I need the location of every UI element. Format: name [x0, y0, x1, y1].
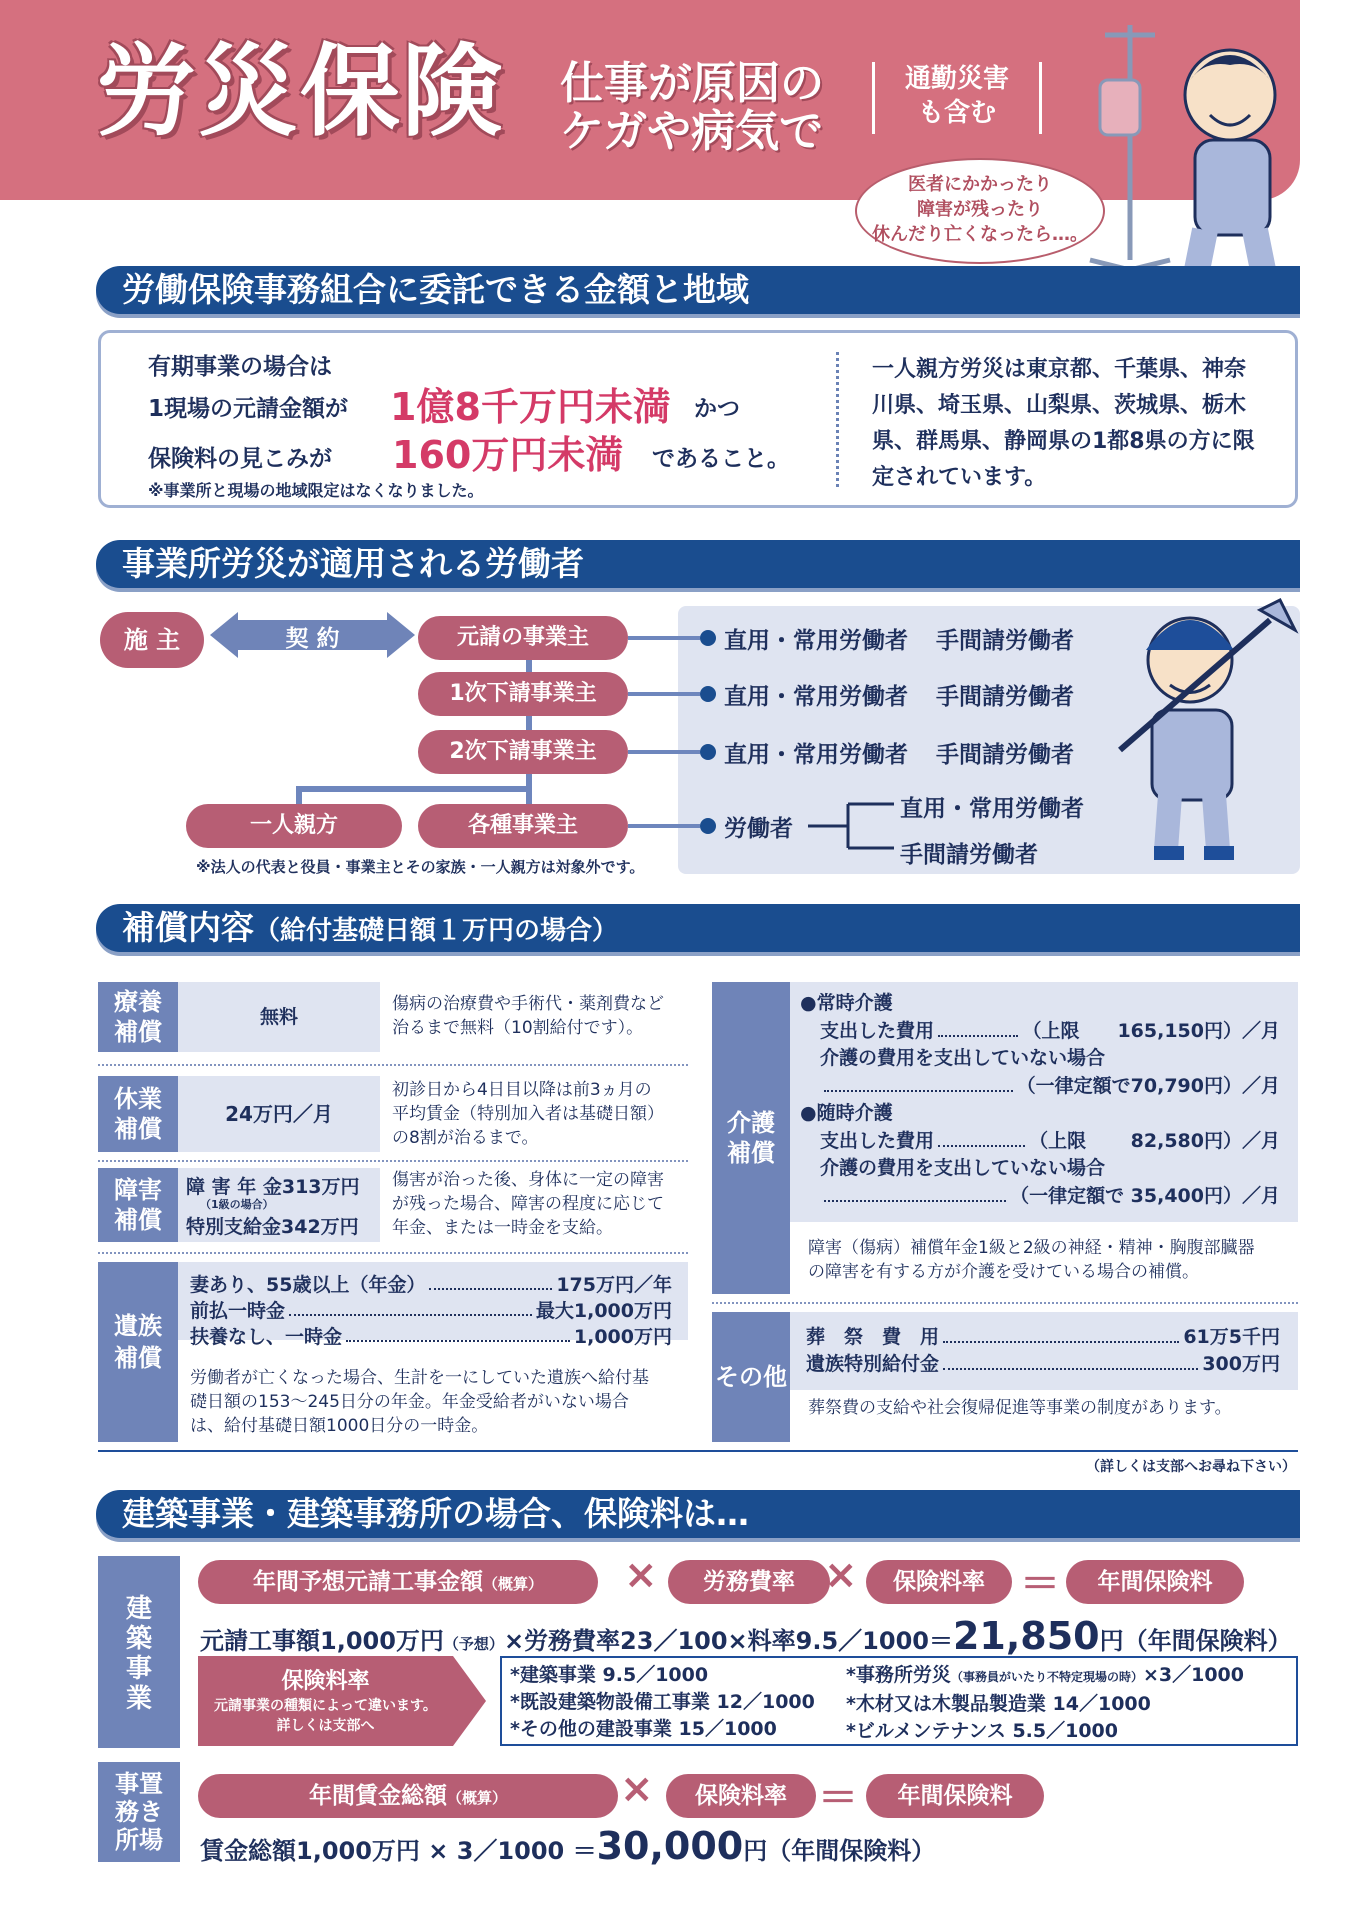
care-rows: ●常時介護 支出した費用 （上限 165,150円）／月 介護の費用を支出していない場合 （一律定額で70,790円）／月 ●随時介護 支出した費用 （上限 82,580円）／月 介護の費用を支出していない場合 （一律定額で 35,400円）／月 [800, 992, 1280, 1207]
client-pill: 施 主 [100, 612, 204, 668]
first-sub-pill: 1次下請事業主 [418, 672, 628, 716]
equals-operator: ＝ [818, 1775, 858, 1821]
contract-amount-pill: 年間予想元請工事金額（概算） [198, 1560, 598, 1604]
construction-example: 元請工事額1,000万円（予想）×労務費率23／100×料率9.5／1000＝21,850円（年間保険料） [200, 1614, 1292, 1658]
premium-rate-pill: 保険料率 [666, 1774, 816, 1818]
bullet-dot [700, 744, 716, 760]
equals-operator: ＝ [1020, 1561, 1060, 1607]
delegation-line3-label: 保険料の見こみが [148, 446, 332, 472]
survivor-text: 労働者が亡くなった場合、生計を一にしていた遺族へ給付基 礎日額の153〜245日分の年金。年金受給者がいない場合 は、給付基礎日額1000日分の一時金。 [190, 1368, 649, 1436]
section-heading-premium: 建築事業・建築事務所の場合、保険料は… [96, 1490, 1300, 1538]
link-line-1 [628, 636, 700, 640]
org-hline [296, 786, 532, 792]
section-rule [98, 1450, 1298, 1452]
section-heading-workers: 事業所労災が適用される労働者 [96, 540, 1300, 588]
delegation-and: かつ [694, 396, 740, 422]
second-sub-pill: 2次下請事業主 [418, 730, 628, 774]
annual-premium-pill: 年間保険料 [866, 1774, 1044, 1818]
disability-special: 特別支給金342万円 [186, 1216, 359, 1238]
bullet-dot [700, 818, 716, 834]
worker-direct: 直用・常用労働者 [724, 684, 908, 710]
area-text: 一人親方労災は東京都、千葉県、神奈 川県、埼玉県、山梨県、茨城県、栃木 県、群馬県、静岡県の1都8県の方に限 定されています。 [872, 357, 1255, 490]
delegation-line3-end: であること。 [652, 446, 790, 472]
other-text: 葬祭費の支給や社会復帰促進等事業の制度があります。 [808, 1398, 1232, 1418]
medical-value: 無料 [178, 982, 380, 1052]
rate-info: 保険料率 元請事業の種類によって違います。 詳しくは支部へ [214, 1669, 437, 1734]
row-divider [98, 1252, 688, 1254]
section-heading-compensation: 補償内容（給付基礎日額１万円の場合） [96, 904, 1300, 952]
premium-limit-amount: 160万円未満 [392, 433, 624, 477]
link-line-3 [628, 750, 700, 754]
bullet-dot [700, 686, 716, 702]
times-operator: × [620, 1766, 654, 1812]
survivor-label: 遺族 補償 [98, 1262, 178, 1442]
various-business-pill: 各種事業主 [418, 804, 628, 848]
delegation-line1: 有期事業の場合は [148, 354, 332, 380]
bullet-dot [700, 630, 716, 646]
worker-illustration [1110, 590, 1300, 866]
inquiry-note: （詳しくは支部へお尋ね下さい） [1086, 1459, 1296, 1475]
other-label: その他 [712, 1312, 790, 1442]
row-divider [98, 1160, 688, 1162]
worker-piece: 手間請労働者 [936, 684, 1074, 710]
worker-piece: 手間請労働者 [900, 842, 1038, 868]
worker-piece: 手間請労働者 [936, 628, 1074, 654]
medical-text: 傷病の治療費や手術代・薬剤費など 治るまで無料（10割給付です）。 [392, 994, 664, 1038]
rates-left: *建築事業 9.5／1000 *既設建築物設備工事業 12／1000 *その他の建設事業 15／1000 [510, 1664, 815, 1740]
annual-wage-pill: 年間賃金総額（概算） [198, 1774, 618, 1818]
labor-rate-pill: 労務費率 [668, 1560, 830, 1604]
disability-pension: 障 害 年 金313万円 [186, 1176, 360, 1198]
other-rows: 葬 祭 費 用 61万5千円 遺族特別給付金 300万円 [806, 1326, 1280, 1375]
survivor-rows: 妻あり、55歳以上（年金） 175万円／年 前払一時金 最大1,000万円 扶養なし、一時金 1,000万円 [190, 1274, 672, 1348]
prime-contractor-pill: 元請の事業主 [418, 616, 628, 660]
disability-text: 傷害が治った後、身体に一定の障害 が残った場合、障害の程度に応じて 年金、または一時金を支給。 [392, 1170, 664, 1238]
delegation-divider [836, 352, 839, 487]
row-divider [712, 1302, 1298, 1304]
delegation-note: ※事業所と現場の地域限定はなくなりました。 [148, 481, 484, 500]
link-line-2 [628, 692, 700, 696]
disability-label: 障害 補償 [98, 1168, 178, 1242]
worker-label: 労働者 [724, 816, 793, 842]
office-example: 賃金総額1,000万円 × 3／1000 ＝30,000円（年間保険料） [200, 1824, 936, 1868]
rates-right: *事務所労災（事務員がいたり不特定現場の時）×3／1000 *木材又は木製品製造業 14／1000 *ビルメンテナンス 5.5／1000 [846, 1664, 1244, 1742]
sole-proprietor-pill: 一人親方 [186, 804, 402, 848]
worker-piece: 手間請労働者 [936, 742, 1074, 768]
header-subtitle: 仕事が原因の ケガや病気で [560, 58, 824, 158]
premium-rate-pill: 保険料率 [866, 1560, 1012, 1604]
worker-direct: 直用・常用労働者 [724, 628, 908, 654]
page-title: 労災保険 [96, 33, 504, 150]
link-line-4 [628, 824, 700, 828]
commute-note: 通勤災害 も含む [872, 62, 1042, 134]
care-label: 介護 補償 [712, 982, 790, 1294]
workers-note: ※法人の代表と役員・事業主とその家族・一人親方は対象外です。 [196, 858, 645, 876]
construction-label: 建 築 事 業 [98, 1556, 180, 1748]
worker-direct: 直用・常用労働者 [900, 796, 1084, 822]
leave-value: 24万円／月 [178, 1076, 380, 1152]
row-divider [98, 1064, 688, 1066]
care-text: 障害（傷病）補償年金1級と2級の神経・精神・胸腹部臓器 の障害を有する方が介護を受けている場合の補償。 [808, 1238, 1255, 1282]
section-heading-delegation: 労働保険事務組合に委託できる金額と地域 [96, 266, 1300, 314]
leave-text: 初診日から4日目以降は前3ヵ月の 平均賃金（特別加入者は基礎日額） の8割が治るまで。 [392, 1080, 664, 1148]
annual-premium-pill: 年間保険料 [1066, 1560, 1244, 1604]
worker-direct: 直用・常用労働者 [724, 742, 908, 768]
office-label: 事置 務き 所場 [98, 1762, 180, 1862]
leave-label: 休業 補償 [98, 1076, 178, 1152]
branch-lines [808, 800, 898, 856]
speech-bubble: 医者にかかったり 障害が残ったり 休んだり亡くなったら…。 [855, 158, 1105, 264]
times-operator: × [624, 1552, 658, 1598]
medical-label: 療養 補償 [98, 982, 178, 1052]
times-operator: × [824, 1552, 858, 1598]
delegation-line2-label: 1現場の元請金額が [148, 396, 349, 422]
contract-limit-amount: 1億8千万円未満 [390, 385, 671, 429]
disability-grade-note: （1級の場合） [200, 1198, 274, 1211]
contract-label: 契 約 [285, 626, 340, 652]
